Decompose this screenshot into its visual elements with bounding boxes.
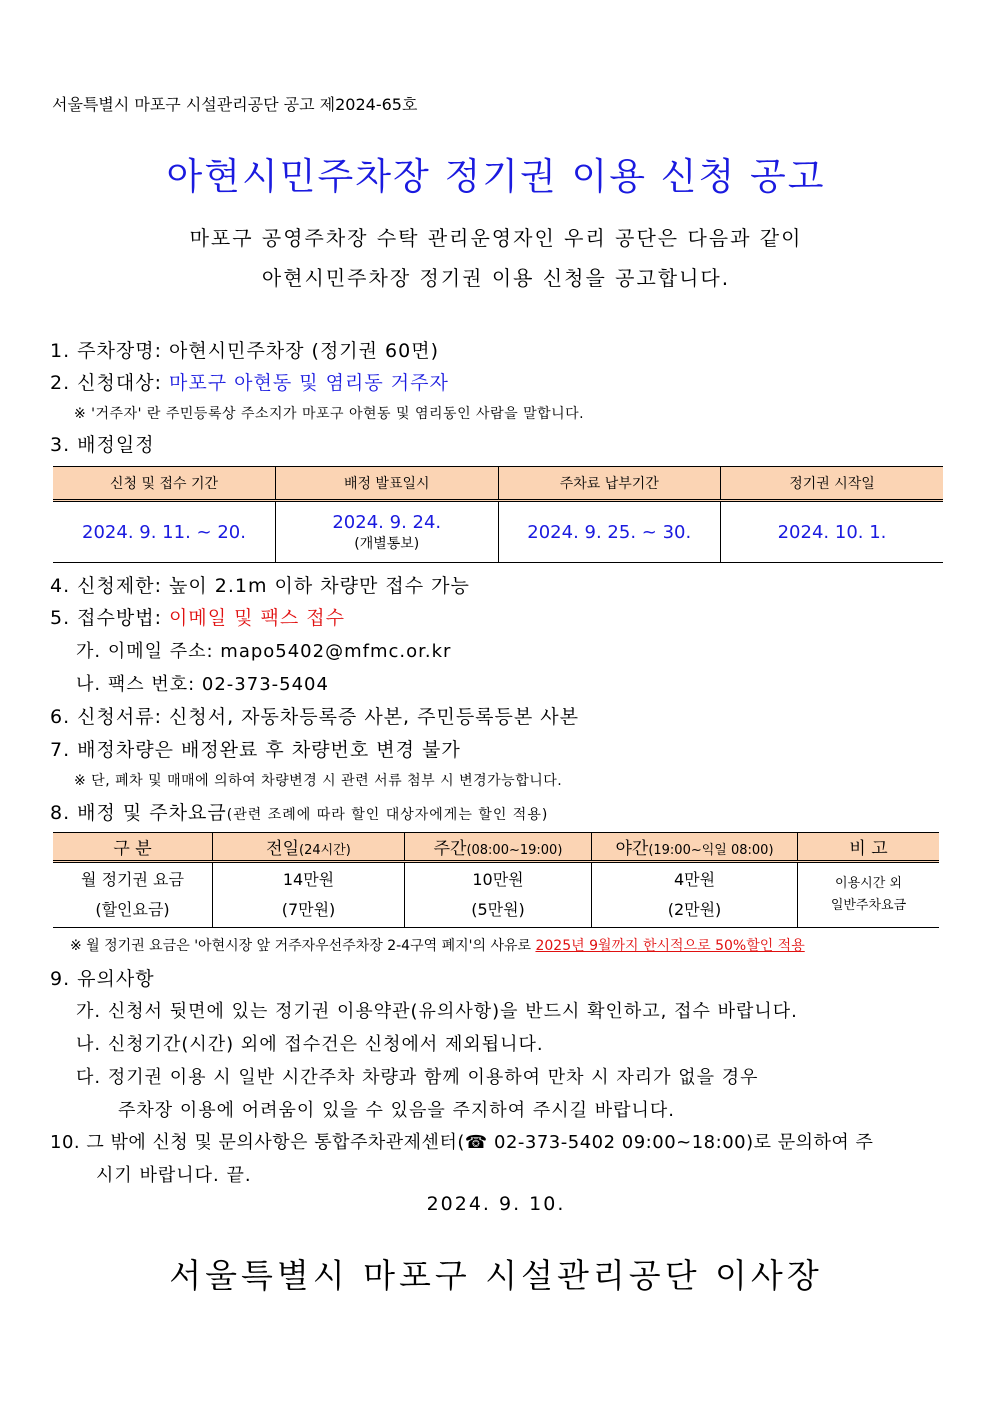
intro-line-2: 아현시민주차장 정기권 이용 신청을 공고합니다. xyxy=(261,266,731,290)
schedule-header-row xyxy=(53,467,943,501)
fee-night-discount: (2만원) xyxy=(667,900,722,919)
item-9: 9. 유의사항 xyxy=(50,968,155,990)
schedule-announce-note: (개별통보) xyxy=(354,535,420,552)
schedule-header-start: 정기권 시작일 xyxy=(721,467,944,501)
fee-allday xyxy=(213,862,405,928)
fee-row xyxy=(53,862,939,928)
fee-note-highlight: 2025년 9월까지 한시적으로 50%할인 적용 xyxy=(535,938,805,954)
fee-header-allday-small: (24시간) xyxy=(299,843,351,858)
schedule-announce xyxy=(276,501,499,563)
schedule-table xyxy=(53,466,943,563)
fee-remark xyxy=(798,862,940,928)
item-4: 4. 신청제한: 높이 2.1m 이하 차량만 접수 가능 xyxy=(50,575,470,597)
fee-remark-2: 일반주차요금 xyxy=(830,898,907,913)
schedule-header-payment: 주차료 납부기간 xyxy=(498,467,721,501)
schedule-start: 2024. 10. 1. xyxy=(721,501,944,563)
fee-row-label-2: (할인요금) xyxy=(95,900,170,919)
fee-header-allday-label: 전일 xyxy=(266,839,300,859)
intro-line-1: 마포구 공영주차장 수탁 관리운영자인 우리 공단은 다음과 같이 xyxy=(189,226,803,250)
schedule-header-announce: 배정 발표일시 xyxy=(276,467,499,501)
item-5-fax: 나. 팩스 번호: 02-373-5404 xyxy=(76,674,329,695)
fee-header-day-small: (08:00~19:00) xyxy=(466,843,563,858)
schedule-header-apply: 신청 및 접수 기간 xyxy=(53,467,276,501)
schedule-apply: 2024. 9. 11. ~ 20. xyxy=(53,501,276,563)
fee-header-allday xyxy=(213,833,405,862)
fee-day-price: 10만원 xyxy=(472,870,524,889)
item-8 xyxy=(50,798,548,825)
item-3: 3. 배정일정 xyxy=(50,434,155,456)
item-9-c-line-1: 다. 정기권 이용 시 일반 시간주차 차량과 함께 이용하여 만차 시 자리가 없을 경우 xyxy=(76,1067,759,1088)
item-5 xyxy=(50,603,345,630)
fee-header-row xyxy=(53,833,939,862)
item-7: 7. 배정차량은 배정완료 후 차량번호 변경 불가 xyxy=(50,739,461,761)
item-5-label: 5. 접수방법: xyxy=(50,607,170,629)
fee-row-label xyxy=(53,862,213,928)
item-9-a: 가. 신청서 뒷면에 있는 정기권 이용약관(유의사항)을 반드시 확인하고, 접수 바랍니다. xyxy=(76,1001,798,1022)
schedule-row xyxy=(53,501,943,563)
item-5-value: 이메일 및 팩스 접수 xyxy=(169,607,345,629)
item-2 xyxy=(50,368,449,395)
fee-header-night-small: (19:00~익일 08:00) xyxy=(648,843,774,858)
item-9-c-line-2: 주차장 이용에 어려움이 있을 수 있음을 주지하여 주시길 바랍니다. xyxy=(118,1100,675,1121)
fee-remark-1: 이용시간 외 xyxy=(835,876,902,891)
item-2-note: ※ '거주자' 란 주민등록상 주소지가 마포구 아현동 및 염리동인 사람을 말합니다. xyxy=(74,406,585,422)
fee-allday-discount: (7만원) xyxy=(281,900,336,919)
fee-night xyxy=(592,862,798,928)
item-10-line-1: 10. 그 밖에 신청 및 문의사항은 통합주차관제센터(☎ 02-373-5402 09:00~18:00)로 문의하여 주 xyxy=(50,1132,874,1153)
fee-header-day-label: 주간 xyxy=(433,839,467,859)
fee-row-label-1: 월 정기권 요금 xyxy=(81,870,184,889)
item-9-b: 나. 신청기간(시간) 외에 접수건은 신청에서 제외됩니다. xyxy=(76,1034,544,1055)
item-5-email: 가. 이메일 주소: mapo5402@mfmc.or.kr xyxy=(76,641,452,662)
fee-day xyxy=(405,862,592,928)
fee-day-discount: (5만원) xyxy=(471,900,525,919)
item-8-label: 8. 배정 및 주차요금 xyxy=(50,802,227,824)
fee-allday-price: 14만원 xyxy=(282,870,335,889)
fee-night-price: 4만원 xyxy=(673,870,716,889)
item-10-line-2: 시기 바랍니다. 끝. xyxy=(96,1165,252,1186)
notice-date: 2024. 9. 10. xyxy=(426,1193,566,1215)
page-title: 아현시민주차장 정기권 이용 신청 공고 xyxy=(166,155,826,198)
item-2-label: 2. 신청대상: xyxy=(50,372,170,394)
fee-header-type: 구 분 xyxy=(53,833,213,862)
fee-table xyxy=(53,832,939,928)
fee-header-night-label: 야간 xyxy=(615,839,649,859)
item-6: 6. 신청서류: 신청서, 자동차등록증 사본, 주민등록등본 사본 xyxy=(50,706,579,728)
signer: 서울특별시 마포구 시설관리공단 이사장 xyxy=(169,1256,823,1295)
item-8-small: (관련 조례에 따라 할인 대상자에게는 할인 적용) xyxy=(226,807,549,823)
item-7-note: ※ 단, 폐차 및 매매에 의하여 차량변경 시 관련 서류 첨부 시 변경가능합니다. xyxy=(74,773,563,789)
schedule-announce-date: 2024. 9. 24. xyxy=(332,511,442,533)
item-1: 1. 주차장명: 아현시민주차장 (정기권 60면) xyxy=(50,340,440,362)
fee-note xyxy=(70,935,805,955)
fee-header-remark: 비 고 xyxy=(798,833,940,862)
fee-header-night xyxy=(592,833,798,862)
notice-number: 서울특별시 마포구 시설관리공단 공고 제2024-65호 xyxy=(52,95,418,114)
fee-header-day xyxy=(405,833,592,862)
fee-note-text: ※ 월 정기권 요금은 '아현시장 앞 거주자우선주차장 2-4구역 폐지'의 사유로 xyxy=(70,938,536,954)
item-2-value: 마포구 아현동 및 염리동 거주자 xyxy=(169,372,449,394)
schedule-payment: 2024. 9. 25. ~ 30. xyxy=(498,501,721,563)
